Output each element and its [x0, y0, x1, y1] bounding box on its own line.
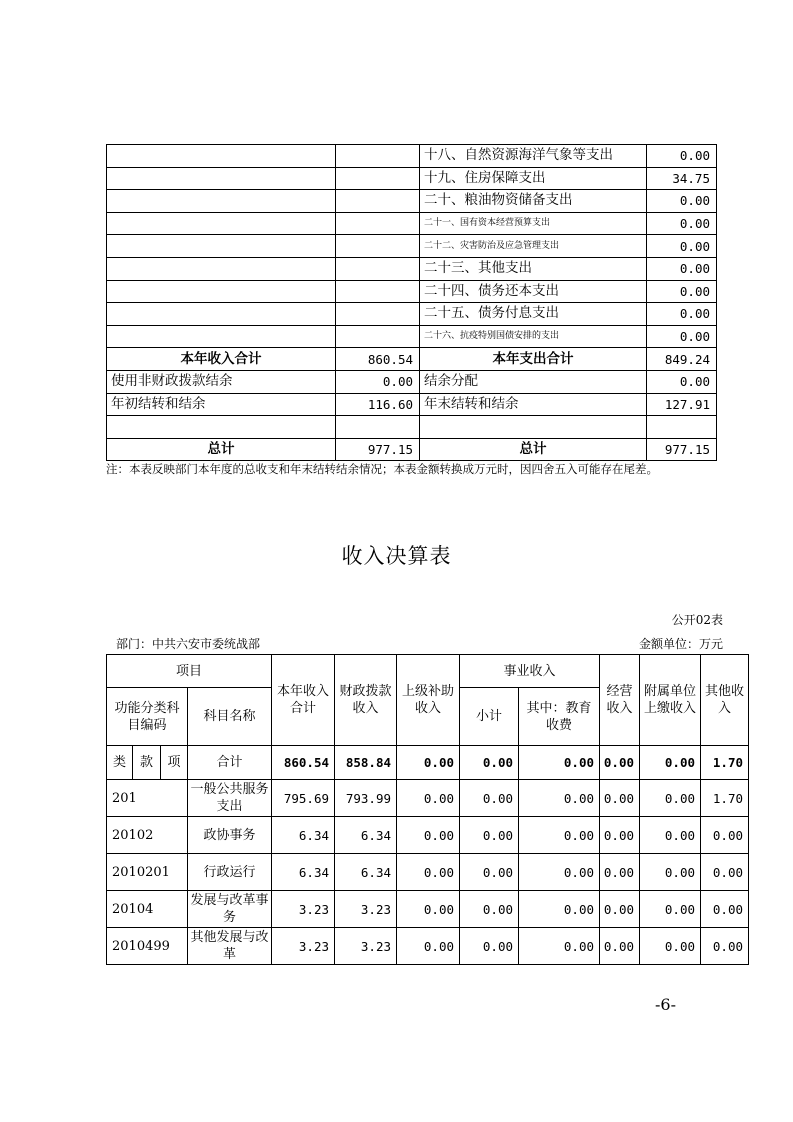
expense-value: 0.00 [647, 235, 717, 258]
total-label: 合计 [188, 746, 272, 780]
expense-value: 0.00 [647, 212, 717, 235]
total-cell: 1.70 [701, 746, 749, 780]
row-value: 0.00 [600, 891, 640, 928]
row-value: 0.00 [460, 854, 519, 891]
row-value: 0.00 [701, 817, 749, 854]
header-other: 其他收入 [701, 655, 749, 746]
nonfiscal-label: 使用非财政拨款结余 [107, 370, 336, 393]
row-value: 0.00 [600, 780, 640, 817]
total-cell: 0.00 [600, 746, 640, 780]
header-affiliate: 附属单位上缴收入 [640, 655, 701, 746]
row-value: 0.00 [519, 817, 600, 854]
row-value: 0.00 [460, 817, 519, 854]
row-value: 6.34 [272, 817, 335, 854]
row-value: 6.34 [335, 854, 397, 891]
total-cell: 0.00 [519, 746, 600, 780]
footnote: 注：本表反映部门本年度的总收支和年末结转结余情况；本表金额转换成万元时，因四舍五入可能存在尾差。 [106, 462, 658, 476]
expense-label: 二十五、债务付息支出 [420, 303, 647, 326]
row-value: 0.00 [397, 854, 460, 891]
form-code: 公开02表 [671, 613, 723, 627]
distribution-label: 结余分配 [420, 370, 647, 393]
summary-row [107, 235, 717, 258]
header-fiscal: 财政拨款收入 [335, 655, 397, 746]
carryover-row [107, 393, 717, 416]
row-value: 0.00 [519, 780, 600, 817]
summary-row [107, 280, 717, 303]
expense-label: 十九、住房保障支出 [420, 167, 647, 190]
row-value: 0.00 [640, 780, 701, 817]
row-value: 0.00 [701, 891, 749, 928]
expense-total-value: 849.24 [647, 348, 717, 371]
summary-row [107, 190, 717, 213]
page-number: -6- [655, 995, 676, 1014]
row-value: 0.00 [701, 928, 749, 965]
row-value: 0.00 [640, 854, 701, 891]
begin-label: 年初结转和结余 [107, 393, 336, 416]
header-subtotal: 小计 [460, 688, 519, 746]
expense-label: 十八、自然资源海洋气象等支出 [420, 145, 647, 168]
expense-label: 二十六、抗疫特别国债安排的支出 [420, 325, 647, 348]
row-name: 行政运行 [188, 854, 272, 891]
row-value: 0.00 [460, 891, 519, 928]
grand-total-value-left: 977.15 [336, 438, 420, 461]
expense-total-label: 本年支出合计 [420, 348, 647, 371]
header-subject-name: 科目名称 [188, 688, 272, 746]
total-cell: 0.00 [397, 746, 460, 780]
header-item: 项目 [107, 655, 272, 688]
income-row [107, 854, 749, 891]
expense-label: 二十三、其他支出 [420, 257, 647, 280]
expense-label: 二十一、国有资本经营预算支出 [420, 212, 647, 235]
grand-total-label-left: 总计 [107, 438, 336, 461]
row-code: 20104 [107, 891, 188, 928]
header-operating: 经营收入 [600, 655, 640, 746]
row-value: 0.00 [701, 854, 749, 891]
row-value: 0.00 [397, 928, 460, 965]
row-value: 0.00 [640, 891, 701, 928]
unit-label: 金额单位：万元 [638, 637, 723, 651]
distribution-value: 0.00 [647, 370, 717, 393]
income-total-value: 860.54 [336, 348, 420, 371]
header-total: 本年收入合计 [272, 655, 335, 746]
row-value: 0.00 [600, 928, 640, 965]
summary-row [107, 325, 717, 348]
expense-label: 二十二、灾害防治及应急管理支出 [420, 235, 647, 258]
row-value: 0.00 [640, 928, 701, 965]
grand-total-value-right: 977.15 [647, 438, 717, 461]
row-value: 0.00 [519, 854, 600, 891]
blank-row [107, 416, 717, 439]
row-value: 0.00 [519, 928, 600, 965]
summary-row [107, 303, 717, 326]
total-cell: 858.84 [335, 746, 397, 780]
total-cell: 0.00 [640, 746, 701, 780]
row-value: 6.34 [335, 817, 397, 854]
header-superior: 上级补助收入 [397, 655, 460, 746]
row-name: 其他发展与改革 [188, 928, 272, 965]
row-name: 发展与改革事务 [188, 891, 272, 928]
income-row [107, 928, 749, 965]
nonfiscal-value: 0.00 [336, 370, 420, 393]
row-value: 0.00 [397, 891, 460, 928]
income-row [107, 780, 749, 817]
grand-total-label-right: 总计 [420, 438, 647, 461]
income-row [107, 891, 749, 928]
row-value: 0.00 [600, 854, 640, 891]
summary-row [107, 212, 717, 235]
department-label: 部门：中共六安市委统战部 [116, 637, 261, 651]
end-label: 年末结转和结余 [420, 393, 647, 416]
row-value: 0.00 [460, 780, 519, 817]
total-cell: 0.00 [460, 746, 519, 780]
row-value: 3.23 [272, 928, 335, 965]
row-code: 2010499 [107, 928, 188, 965]
begin-value: 116.60 [336, 393, 420, 416]
row-code: 2010201 [107, 854, 188, 891]
nonfiscal-row [107, 370, 717, 393]
expense-label: 二十、粮油物资储备支出 [420, 190, 647, 213]
header-xiang: 项 [161, 746, 188, 780]
row-value: 795.69 [272, 780, 335, 817]
expense-value: 0.00 [647, 257, 717, 280]
row-value: 0.00 [600, 817, 640, 854]
row-value: 0.00 [397, 817, 460, 854]
income-row [107, 817, 749, 854]
summary-row [107, 257, 717, 280]
row-code: 20102 [107, 817, 188, 854]
total-cell: 860.54 [272, 746, 335, 780]
row-code: 201 [107, 780, 188, 817]
income-total-label: 本年收入合计 [107, 348, 336, 371]
row-name: 一般公共服务支出 [188, 780, 272, 817]
row-value: 3.23 [272, 891, 335, 928]
row-value: 793.99 [335, 780, 397, 817]
end-value: 127.91 [647, 393, 717, 416]
row-value: 0.00 [460, 928, 519, 965]
header-func-code: 功能分类科目编码 [107, 688, 188, 746]
summary-row [107, 167, 717, 190]
expense-value: 0.00 [647, 303, 717, 326]
row-name: 政协事务 [188, 817, 272, 854]
expense-label: 二十四、债务还本支出 [420, 280, 647, 303]
summary-table [106, 144, 717, 461]
header-kuan: 款 [133, 746, 161, 780]
row-value: 1.70 [701, 780, 749, 817]
expense-value: 0.00 [647, 145, 717, 168]
header-lei: 类 [107, 746, 133, 780]
expense-value: 34.75 [647, 167, 717, 190]
expense-value: 0.00 [647, 190, 717, 213]
grand-total-row [107, 438, 717, 461]
total-row [107, 746, 749, 780]
row-value: 0.00 [519, 891, 600, 928]
summary-row [107, 145, 717, 168]
row-value: 6.34 [272, 854, 335, 891]
income-table [106, 654, 749, 965]
row-value: 3.23 [335, 891, 397, 928]
row-value: 3.23 [335, 928, 397, 965]
expense-value: 0.00 [647, 280, 717, 303]
row-value: 0.00 [397, 780, 460, 817]
header-education: 其中：教育收费 [519, 688, 600, 746]
header-business: 事业收入 [460, 655, 600, 688]
page-title: 收入决算表 [341, 544, 452, 568]
expense-value: 0.00 [647, 325, 717, 348]
row-value: 0.00 [640, 817, 701, 854]
income-total-row [107, 348, 717, 371]
